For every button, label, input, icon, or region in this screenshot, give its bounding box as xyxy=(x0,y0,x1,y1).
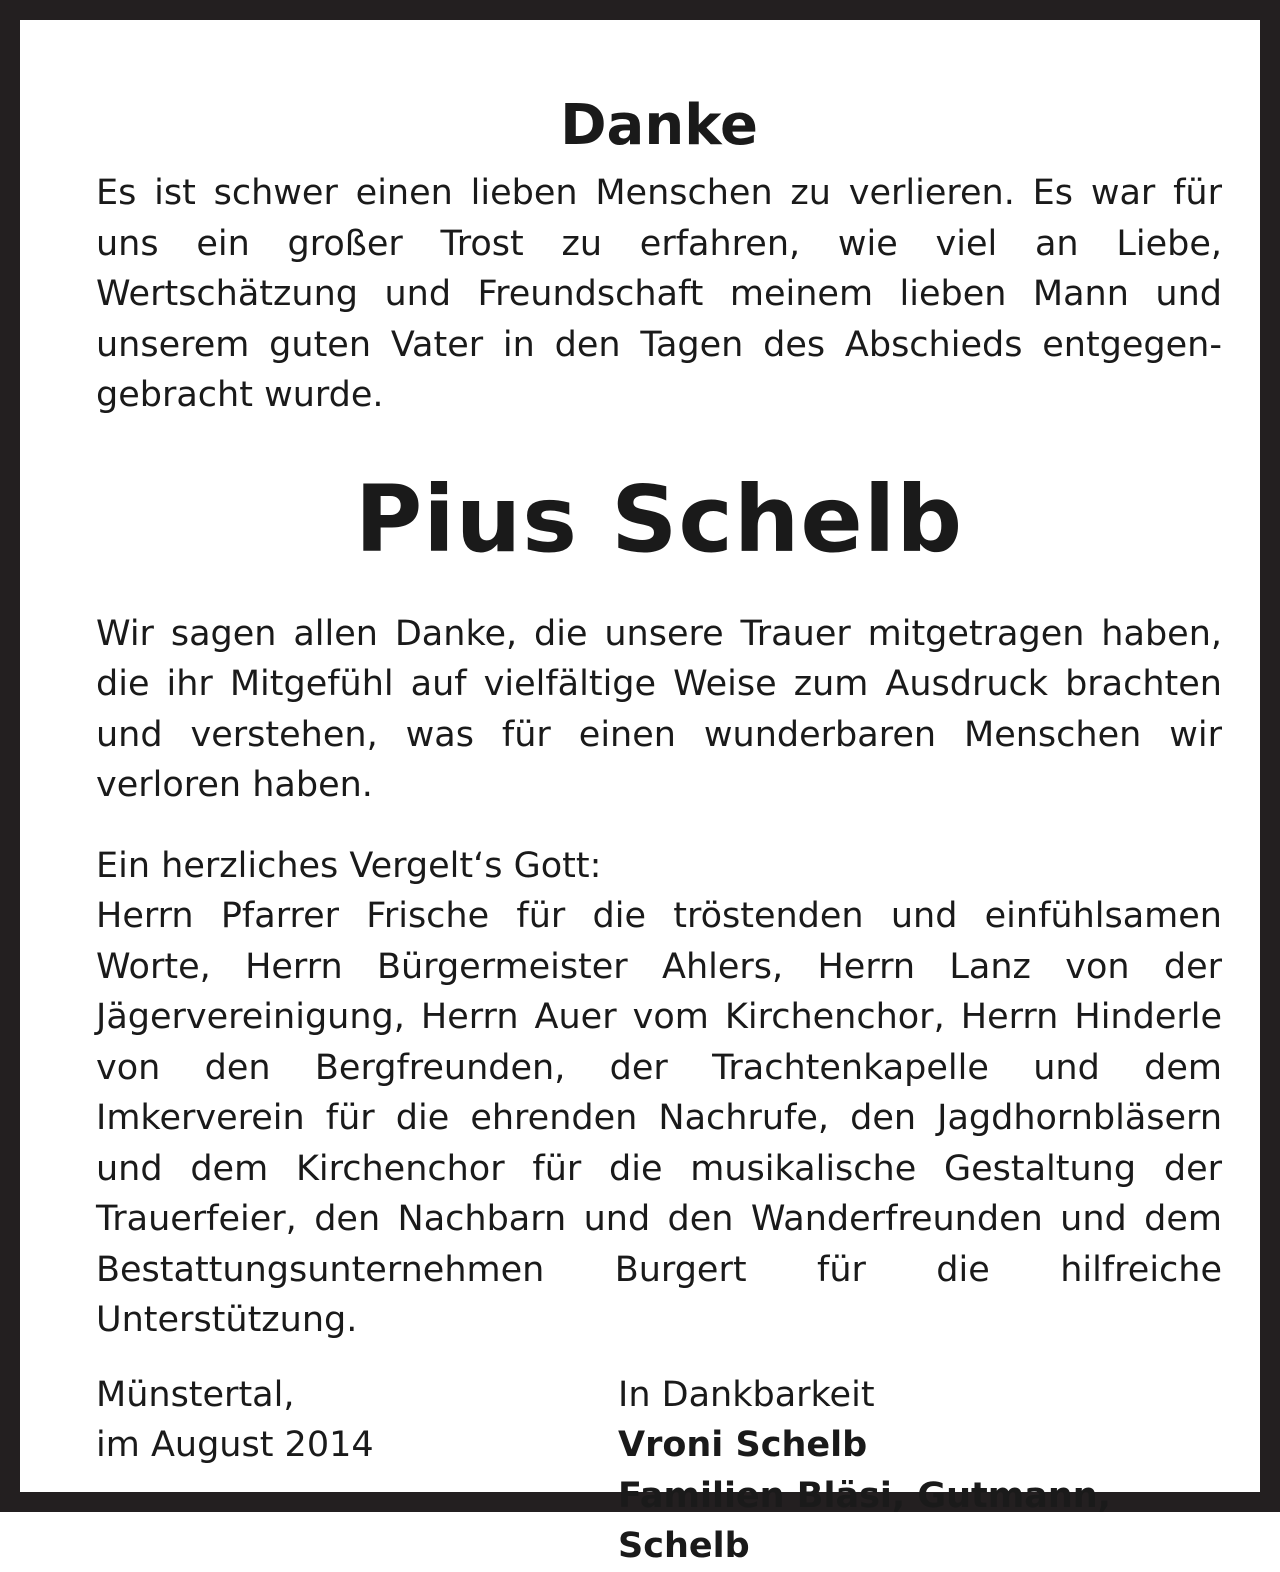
families-names: Familien Bläsi, Gutmann, Schelb xyxy=(618,1475,1111,1566)
signer-name: Vroni Schelb xyxy=(618,1425,868,1465)
notice-heading: Danke xyxy=(560,93,758,158)
closing-text: In Dankbarkeit xyxy=(618,1374,875,1415)
signature-block xyxy=(618,1370,1222,1572)
signoff-section xyxy=(96,1370,1222,1572)
thanks-list-paragraph: Herrn Pfarrer Frische für die tröstenden und einfühlsamen Worte, Herrn Bürgermeister Ahlers, Herrn Lanz von der Jägervereinigung, Herrn Auer vom Kirchenchor, Herrn Hinderle von den Bergfreunden, der Trachtenkapelle und dem Imkerverein für die ehrenden Nachrufe, den Jagdhornbläsern und dem Kirchenchor für die musikalische Gestaltung der Trauerfeier, den Nachbarn und den Wanderfreunden und dem Bestattungsunternehmen Burgert für die hilfreiche Unterstützung. xyxy=(96,896,1222,1340)
date-text: im August 2014 xyxy=(96,1425,374,1465)
intro-paragraph: Es ist schwer einen lieben Menschen zu verlieren. Es war für uns ein großer Trost zu erfahren, wie viel an Liebe, Wertschätzung und Freundschaft meinem lieben Mann und unserem guten Vater in den Tagen des Abschieds entgegengebracht wurde. xyxy=(96,173,1222,415)
thanks-all-paragraph: Wir sagen allen Danke, die unsere Trauer mitgetragen haben, die ihr Mitgefühl auf vielfältige Weise zum Ausdruck brachten und verstehen, was für einen wunderbaren Menschen wir verloren haben. xyxy=(96,613,1222,805)
place-text: Münstertal, xyxy=(96,1374,295,1415)
thanks-title: Ein herzliches Vergelt‘s Gott: xyxy=(96,845,602,886)
notice-content xyxy=(96,90,1222,1572)
deceased-name: Pius Schelb xyxy=(354,465,964,573)
place-date-block xyxy=(96,1370,618,1572)
